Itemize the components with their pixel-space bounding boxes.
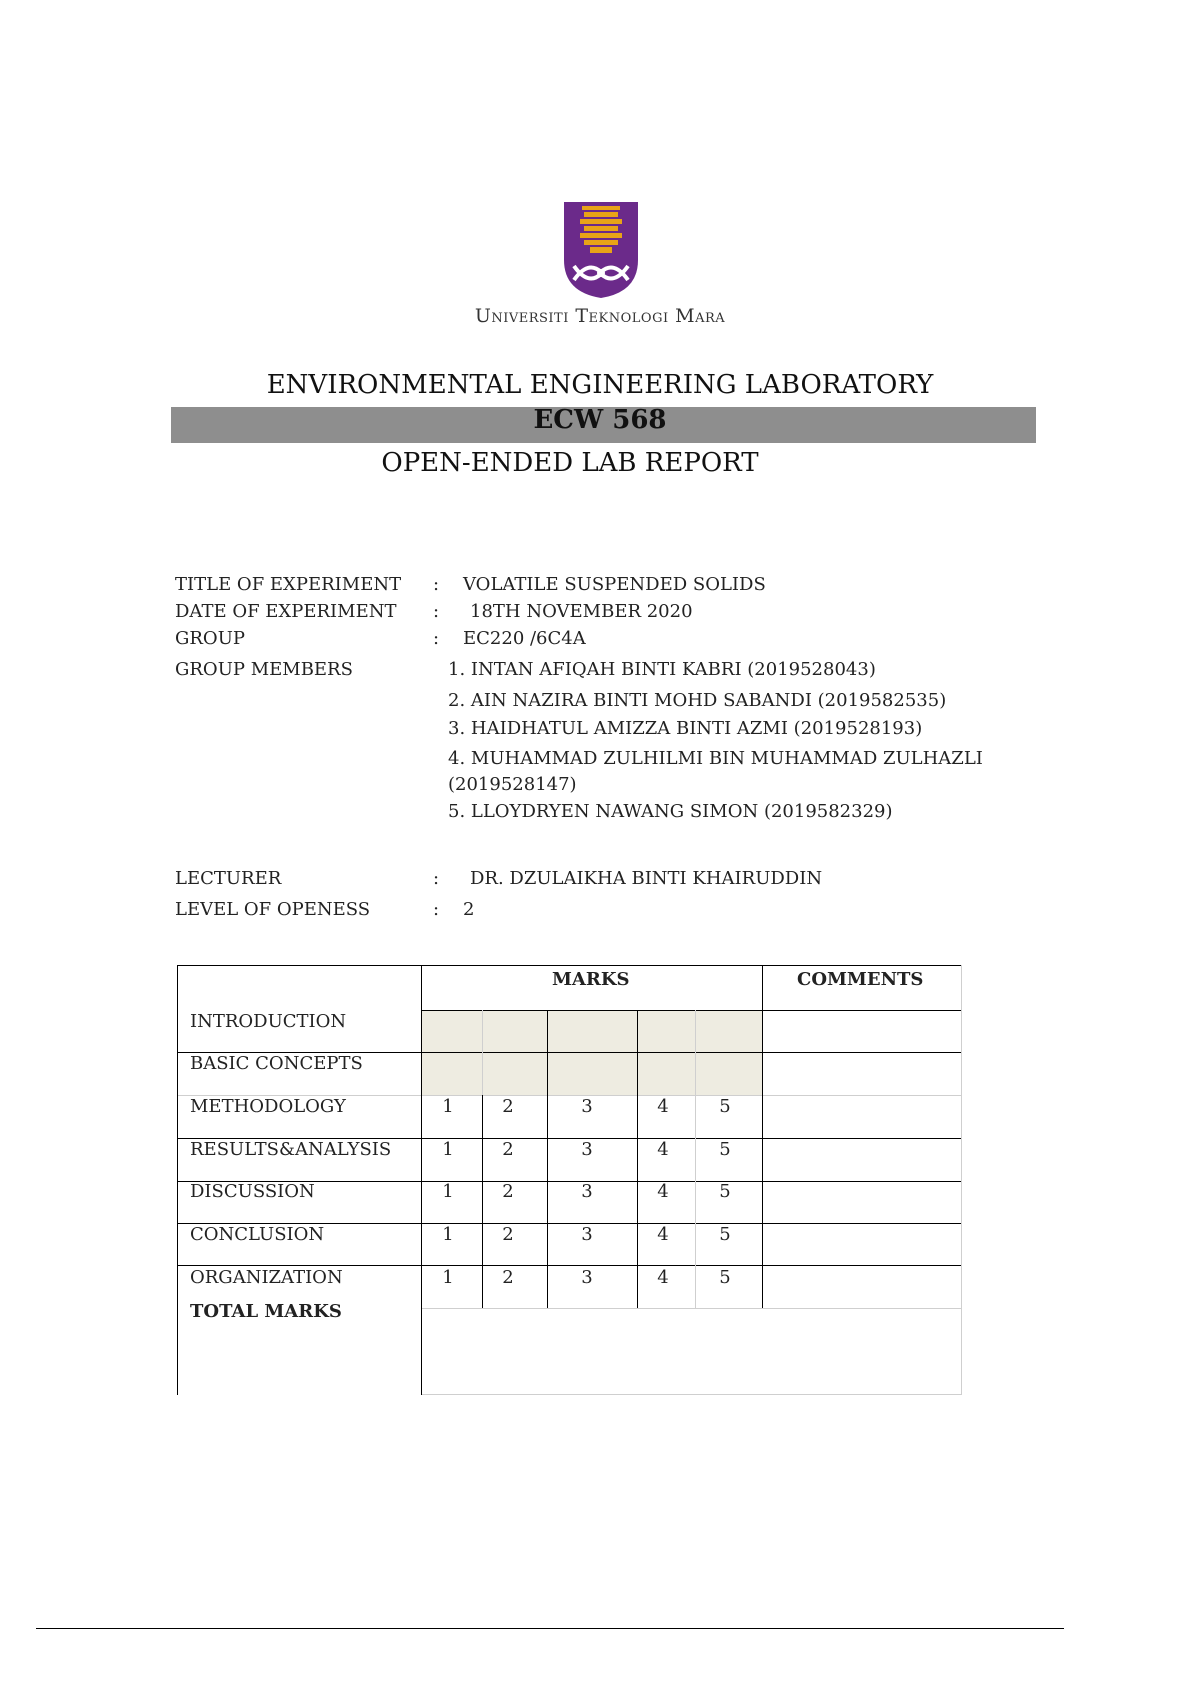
lecturer-colon: : <box>433 868 440 889</box>
criterion-conclusion: CONCLUSION <box>190 1224 325 1245</box>
university-logo <box>562 200 640 300</box>
openness-colon: : <box>433 899 440 920</box>
score-cell: 2 <box>502 1224 514 1245</box>
score-cell: 1 <box>442 1224 454 1245</box>
score-cell: 3 <box>581 1096 593 1117</box>
criterion-results-analysis: RESULTS&ANALYSIS <box>190 1139 392 1160</box>
member-5: 5. LLOYDRYEN NAWANG SIMON (2019582329) <box>448 801 893 822</box>
member-1: 1. INTAN AFIQAH BINTI KABRI (2019528043) <box>448 659 876 680</box>
report-title: OPEN-ENDED LAB REPORT <box>381 448 759 478</box>
score-cell: 5 <box>719 1096 731 1117</box>
score-cell: 4 <box>657 1224 669 1245</box>
score-cell: 1 <box>442 1181 454 1202</box>
lecturer-value: DR. DZULAIKHA BINTI KHAIRUDDIN <box>470 868 823 889</box>
openness-label: LEVEL OF OPENESS <box>175 899 371 920</box>
score-cell: 2 <box>502 1181 514 1202</box>
score-cell: 1 <box>442 1267 454 1288</box>
comments-header: COMMENTS <box>797 969 924 990</box>
date-value: 18TH NOVEMBER 2020 <box>470 601 693 622</box>
score-cell: 2 <box>502 1267 514 1288</box>
date-label: DATE OF EXPERIMENT <box>175 601 397 622</box>
score-cell: 3 <box>581 1224 593 1245</box>
member-4: 4. MUHAMMAD ZULHILMI BIN MUHAMMAD ZULHAZLI <box>448 748 983 769</box>
score-cell: 5 <box>719 1181 731 1202</box>
score-cell: 5 <box>719 1224 731 1245</box>
total-marks-label: TOTAL MARKS <box>190 1301 342 1322</box>
criterion-introduction: INTRODUCTION <box>190 1011 347 1032</box>
score-cell: 2 <box>502 1139 514 1160</box>
marks-header: MARKS <box>552 969 630 990</box>
criterion-basic-concepts: BASIC CONCEPTS <box>190 1053 363 1074</box>
score-cell: 1 <box>442 1096 454 1117</box>
member-3: 3. HAIDHATUL AMIZZA BINTI AZMI (2019528193) <box>448 718 923 739</box>
footer-divider <box>36 1628 1064 1629</box>
criterion-discussion: DISCUSSION <box>190 1181 315 1202</box>
title-label: TITLE OF EXPERIMENT <box>175 574 402 595</box>
openness-value: 2 <box>463 899 475 920</box>
score-cell: 4 <box>657 1096 669 1117</box>
member-2: 2. AIN NAZIRA BINTI MOHD SABANDI (2019582535) <box>448 690 947 711</box>
group-label: GROUP <box>175 628 245 649</box>
criterion-organization: ORGANIZATION <box>190 1267 343 1288</box>
score-cell: 3 <box>581 1267 593 1288</box>
criterion-methodology: METHODOLOGY <box>190 1096 346 1117</box>
score-cell: 3 <box>581 1139 593 1160</box>
score-cell: 5 <box>719 1267 731 1288</box>
score-cell: 4 <box>657 1267 669 1288</box>
score-cell: 1 <box>442 1139 454 1160</box>
group-value: EC220 /6C4A <box>463 628 586 649</box>
score-cell: 5 <box>719 1139 731 1160</box>
score-cell: 3 <box>581 1181 593 1202</box>
score-cell: 4 <box>657 1181 669 1202</box>
university-name: Universiti Teknologi Mara <box>474 305 726 327</box>
lecturer-label: LECTURER <box>175 868 282 889</box>
course-code: ECW 568 <box>533 405 667 435</box>
members-label: GROUP MEMBERS <box>175 659 353 680</box>
score-cell: 4 <box>657 1139 669 1160</box>
title-value: VOLATILE SUSPENDED SOLIDS <box>463 574 766 595</box>
lab-title: ENVIRONMENTAL ENGINEERING LABORATORY <box>266 370 934 400</box>
member-4-id: (2019528147) <box>448 774 577 795</box>
score-cell: 2 <box>502 1096 514 1117</box>
shaded-score-area <box>422 1010 762 1096</box>
title-colon: : <box>433 574 440 595</box>
date-colon: : <box>433 601 440 622</box>
group-colon: : <box>433 628 440 649</box>
